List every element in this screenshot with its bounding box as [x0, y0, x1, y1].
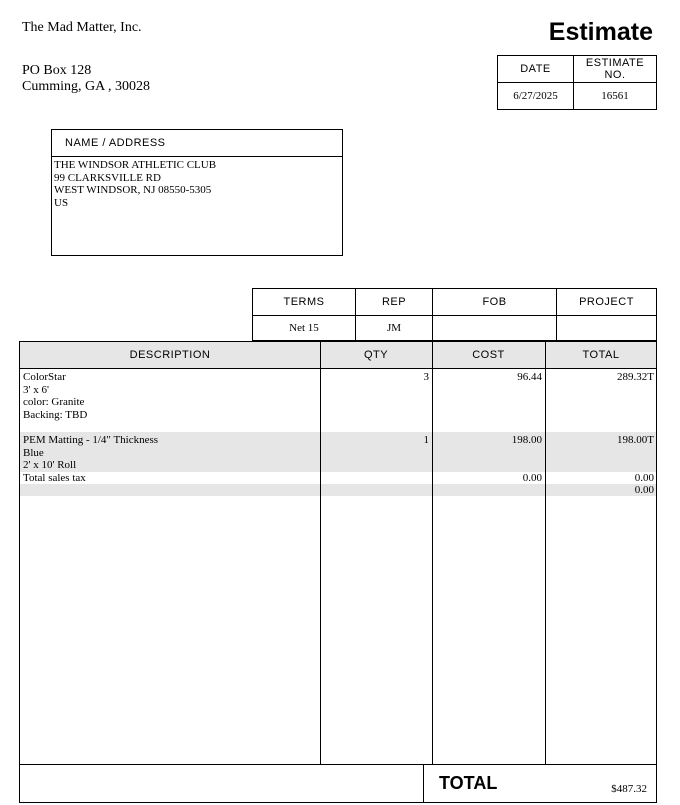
line-items-table: [19, 341, 657, 765]
rep-label: REP: [356, 289, 433, 316]
column-divider: [545, 342, 546, 764]
item-total: 289.32T: [617, 371, 654, 383]
table-row: [20, 371, 656, 433]
company-name: The Mad Matter, Inc.: [22, 20, 142, 35]
project-value: [557, 316, 657, 341]
name-address-body: [52, 157, 342, 211]
item-description: [23, 472, 86, 485]
total-divider: [423, 765, 424, 802]
description-header: DESCRIPTION: [129, 349, 211, 361]
description-line: 3' x 6': [23, 383, 49, 396]
estimate-no-label: ESTIMATE NO.: [574, 56, 657, 83]
total-header: TOTAL: [582, 349, 620, 361]
qty-header: QTY: [363, 349, 389, 361]
item-total: 0.00: [634, 472, 654, 484]
company-address-line1: PO Box 128: [22, 63, 92, 78]
item-total: 198.00T: [617, 434, 654, 446]
estimate-meta-table: [497, 55, 657, 110]
fob-value: [433, 316, 557, 341]
project-label: PROJECT: [557, 289, 657, 316]
item-cost: 96.44: [517, 371, 542, 383]
document-title: Estimate: [548, 18, 653, 46]
description-line: Total sales tax: [23, 472, 86, 484]
item-qty: 1: [423, 434, 429, 446]
date-value: 6/27/2025: [498, 83, 574, 110]
description-line: ColorStar: [23, 371, 66, 383]
terms-value: Net 15: [253, 316, 356, 341]
rep-value: JM: [356, 316, 433, 341]
table-row: [20, 484, 656, 496]
line-items-header: [20, 342, 656, 369]
description-line: PEM Matting - 1/4" Thickness: [23, 434, 159, 446]
date-label: DATE: [498, 56, 574, 83]
description-line: Backing: TBD: [23, 408, 88, 421]
description-line: 2' x 10' Roll: [23, 459, 77, 471]
company-address-line2: Cumming, GA , 30028: [22, 79, 150, 94]
fob-label: FOB: [433, 289, 557, 316]
name-address-label: NAME / ADDRESS: [52, 130, 342, 157]
terms-table: [252, 288, 657, 341]
total-box: [19, 765, 657, 803]
item-cost: 0.00: [522, 472, 542, 484]
item-cost: 198.00: [511, 434, 542, 446]
terms-label: TERMS: [253, 289, 356, 316]
item-description: [23, 434, 158, 472]
column-divider: [432, 342, 433, 764]
description-line: color: Granite: [23, 396, 85, 408]
item-description: [23, 371, 87, 421]
address-line: THE WINDSOR ATHLETIC CLUB: [54, 159, 217, 171]
item-total: 0.00: [634, 484, 654, 496]
estimate-no-value: 16561: [574, 83, 657, 110]
address-line: WEST WINDSOR, NJ 08550-5305: [54, 184, 212, 196]
total-label: TOTAL: [439, 773, 498, 793]
address-line: US: [54, 196, 69, 209]
name-address-box: [51, 129, 343, 256]
item-qty: 3: [423, 371, 429, 383]
total-value: $487.32: [611, 783, 647, 795]
company-address: [22, 63, 150, 95]
column-divider: [320, 342, 321, 764]
table-row: [20, 472, 656, 484]
address-line: 99 CLARKSVILLE RD: [54, 171, 161, 184]
description-line: Blue: [23, 446, 44, 459]
cost-header: COST: [472, 349, 505, 361]
table-row: [20, 432, 656, 472]
